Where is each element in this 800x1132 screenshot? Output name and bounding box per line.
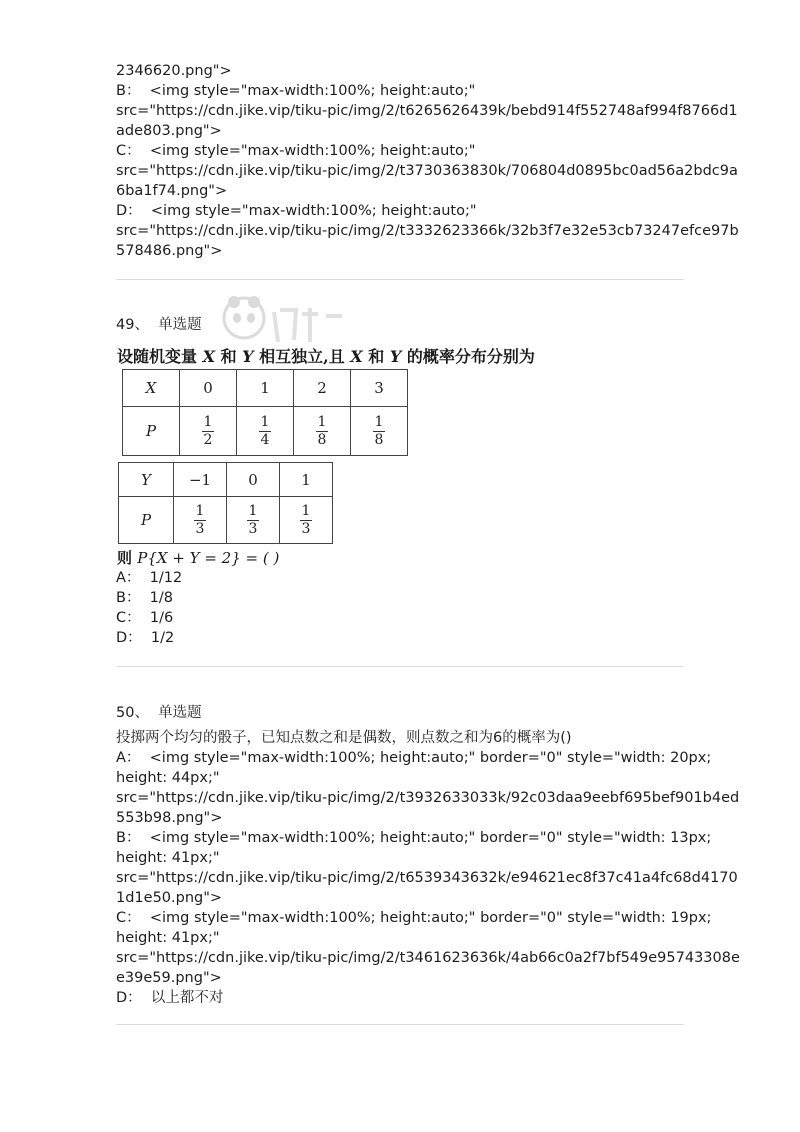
question-number: 50、 bbox=[116, 705, 149, 721]
numerator: 1 bbox=[203, 413, 213, 430]
q50-option-c-line4: e39e59.png"> bbox=[116, 970, 222, 986]
table-cell bbox=[227, 497, 280, 544]
table-cell bbox=[174, 497, 227, 544]
watermark-logo-icon bbox=[218, 290, 388, 346]
fraction bbox=[300, 503, 313, 538]
option-label: B： bbox=[116, 590, 141, 606]
table-cell: −1 bbox=[174, 463, 227, 497]
option-text: <img style="max-width:100%; height:auto;" bbox=[149, 83, 476, 99]
q50-option-c-line1 bbox=[116, 908, 711, 928]
q50-stem: 投掷两个均匀的骰子，已知点数之和是偶数，则点数之和为6的概率为() bbox=[116, 730, 572, 746]
option-text: 1/6 bbox=[149, 610, 174, 626]
q50-option-a-line1 bbox=[116, 748, 711, 768]
q49-question bbox=[117, 547, 279, 568]
question-text: 则 bbox=[117, 549, 138, 567]
table-cell: 1 bbox=[237, 370, 294, 407]
option-text: 1/8 bbox=[149, 590, 174, 606]
denominator: 2 bbox=[203, 431, 213, 448]
question-expression: P{X + Y = 2} = ( ) bbox=[137, 549, 280, 567]
numerator: 1 bbox=[301, 502, 311, 519]
q49-option-b bbox=[116, 588, 173, 608]
option-text: 1/12 bbox=[149, 570, 183, 586]
stem-text: 和 bbox=[362, 347, 390, 366]
option-text: 以上都不对 bbox=[150, 990, 224, 1006]
denominator: 4 bbox=[260, 431, 270, 448]
denominator: 3 bbox=[301, 520, 311, 537]
denominator: 8 bbox=[374, 431, 384, 448]
option-label: B： bbox=[116, 830, 141, 846]
option-text: <img style="max-width:100%; height:auto;" border="0" style="width: 19px; bbox=[149, 910, 712, 926]
denominator: 3 bbox=[248, 520, 258, 537]
q49-option-d bbox=[116, 628, 174, 648]
question-number: 49、 bbox=[116, 317, 149, 333]
table-cell: 1 bbox=[280, 463, 333, 497]
q48-option-d-line2: src="https://cdn.jike.vip/tiku-pic/img/2/t3332623366k/32b3f7e32e53cb73247efce97b bbox=[116, 223, 739, 239]
table-header: X bbox=[123, 370, 180, 407]
denominator: 3 bbox=[195, 520, 205, 537]
q48-option-b-line2: src="https://cdn.jike.vip/tiku-pic/img/2/t6265626439k/bebd914f552748af994f8766d1 bbox=[116, 103, 738, 119]
table-cell bbox=[351, 407, 408, 456]
option-label: C： bbox=[116, 910, 141, 926]
q50-option-c-line3: src="https://cdn.jike.vip/tiku-pic/img/2/t3461623636k/4ab66c0a2f7bf549e95743308e bbox=[116, 950, 740, 966]
question-type: 单选题 bbox=[158, 317, 202, 333]
numerator: 1 bbox=[195, 502, 205, 519]
table-cell: 3 bbox=[351, 370, 408, 407]
question-type: 单选题 bbox=[158, 705, 202, 721]
stem-text: 设随机变量 bbox=[117, 347, 203, 366]
q49-stem bbox=[117, 344, 535, 367]
fraction bbox=[202, 414, 215, 449]
fraction bbox=[194, 503, 207, 538]
q50-option-b-line2: height: 41px;" bbox=[116, 850, 220, 866]
option-label: C： bbox=[116, 610, 141, 626]
table-cell: 0 bbox=[180, 370, 237, 407]
table-header: Y bbox=[119, 463, 174, 497]
question-divider bbox=[116, 1024, 684, 1025]
table-cell bbox=[294, 407, 351, 456]
table-cell: 2 bbox=[294, 370, 351, 407]
fraction bbox=[373, 414, 386, 449]
numerator: 1 bbox=[248, 502, 258, 519]
stem-var: X bbox=[202, 347, 215, 366]
fraction bbox=[316, 414, 329, 449]
q50-option-a-line2: height: 44px;" bbox=[116, 770, 220, 786]
option-text: <img style="max-width:100%; height:auto;" border="0" style="width: 20px; bbox=[149, 750, 712, 766]
table-cell bbox=[180, 407, 237, 456]
question-divider bbox=[116, 279, 684, 280]
option-label: D： bbox=[116, 990, 142, 1006]
denominator: 8 bbox=[317, 431, 327, 448]
table-cell: 0 bbox=[227, 463, 280, 497]
option-label: D： bbox=[116, 203, 142, 219]
q48-option-b-line1 bbox=[116, 81, 475, 101]
distribution-table-y bbox=[118, 462, 333, 544]
fraction bbox=[259, 414, 272, 449]
q48-option-d-line3: 578486.png"> bbox=[116, 243, 223, 259]
table-cell bbox=[237, 407, 294, 456]
q48-option-c-line3: 6ba1f74.png"> bbox=[116, 183, 228, 199]
q50-option-b-line4: 1d1e50.png"> bbox=[116, 890, 223, 906]
table-cell bbox=[280, 497, 333, 544]
q50-header bbox=[116, 703, 202, 723]
numerator: 1 bbox=[374, 413, 384, 430]
stem-var: Y bbox=[242, 347, 254, 366]
fraction bbox=[247, 503, 260, 538]
q48-option-d-line1 bbox=[116, 201, 477, 221]
table-header: P bbox=[119, 497, 174, 544]
option-text: <img style="max-width:100%; height:auto;" bbox=[149, 143, 476, 159]
option-label: D： bbox=[116, 630, 142, 646]
option-label: B： bbox=[116, 83, 141, 99]
stem-text: 的概率分布分别为 bbox=[401, 347, 535, 366]
option-label: C： bbox=[116, 143, 141, 159]
table-header: P bbox=[123, 407, 180, 456]
option-text: <img style="max-width:100%; height:auto;" bbox=[150, 203, 477, 219]
q50-option-a-line3: src="https://cdn.jike.vip/tiku-pic/img/2/t3932633033k/92c03daa9eebf695bef901b4ed bbox=[116, 790, 740, 806]
q50-option-b-line3: src="https://cdn.jike.vip/tiku-pic/img/2/t6539343632k/e94621ec8f37c41a4fc68d4170 bbox=[116, 870, 738, 886]
q48-option-c-line1 bbox=[116, 141, 475, 161]
stem-text: 和 bbox=[215, 347, 243, 366]
q48-option-c-line2: src="https://cdn.jike.vip/tiku-pic/img/2/t3730363830k/706804d0895bc0ad56a2bdc9a bbox=[116, 163, 738, 179]
q48-tail-line: 2346620.png"> bbox=[116, 63, 232, 79]
q50-option-d bbox=[116, 988, 223, 1008]
option-label: A： bbox=[116, 570, 141, 586]
option-text: 1/2 bbox=[150, 630, 175, 646]
q48-option-b-line3: ade803.png"> bbox=[116, 123, 222, 139]
numerator: 1 bbox=[317, 413, 327, 430]
q50-option-b-line1 bbox=[116, 828, 711, 848]
stem-var: X bbox=[350, 347, 363, 366]
numerator: 1 bbox=[260, 413, 270, 430]
q49-header bbox=[116, 315, 202, 335]
question-divider bbox=[116, 666, 684, 667]
q50-option-c-line2: height: 41px;" bbox=[116, 930, 220, 946]
stem-var: Y bbox=[389, 347, 402, 366]
q49-option-c bbox=[116, 608, 173, 628]
distribution-table-x bbox=[122, 369, 408, 456]
option-label: A： bbox=[116, 750, 141, 766]
q50-option-a-line4: 553b98.png"> bbox=[116, 810, 223, 826]
q49-option-a bbox=[116, 568, 182, 588]
stem-text: 相互独立,且 bbox=[253, 347, 351, 366]
option-text: <img style="max-width:100%; height:auto;" border="0" style="width: 13px; bbox=[149, 830, 712, 846]
